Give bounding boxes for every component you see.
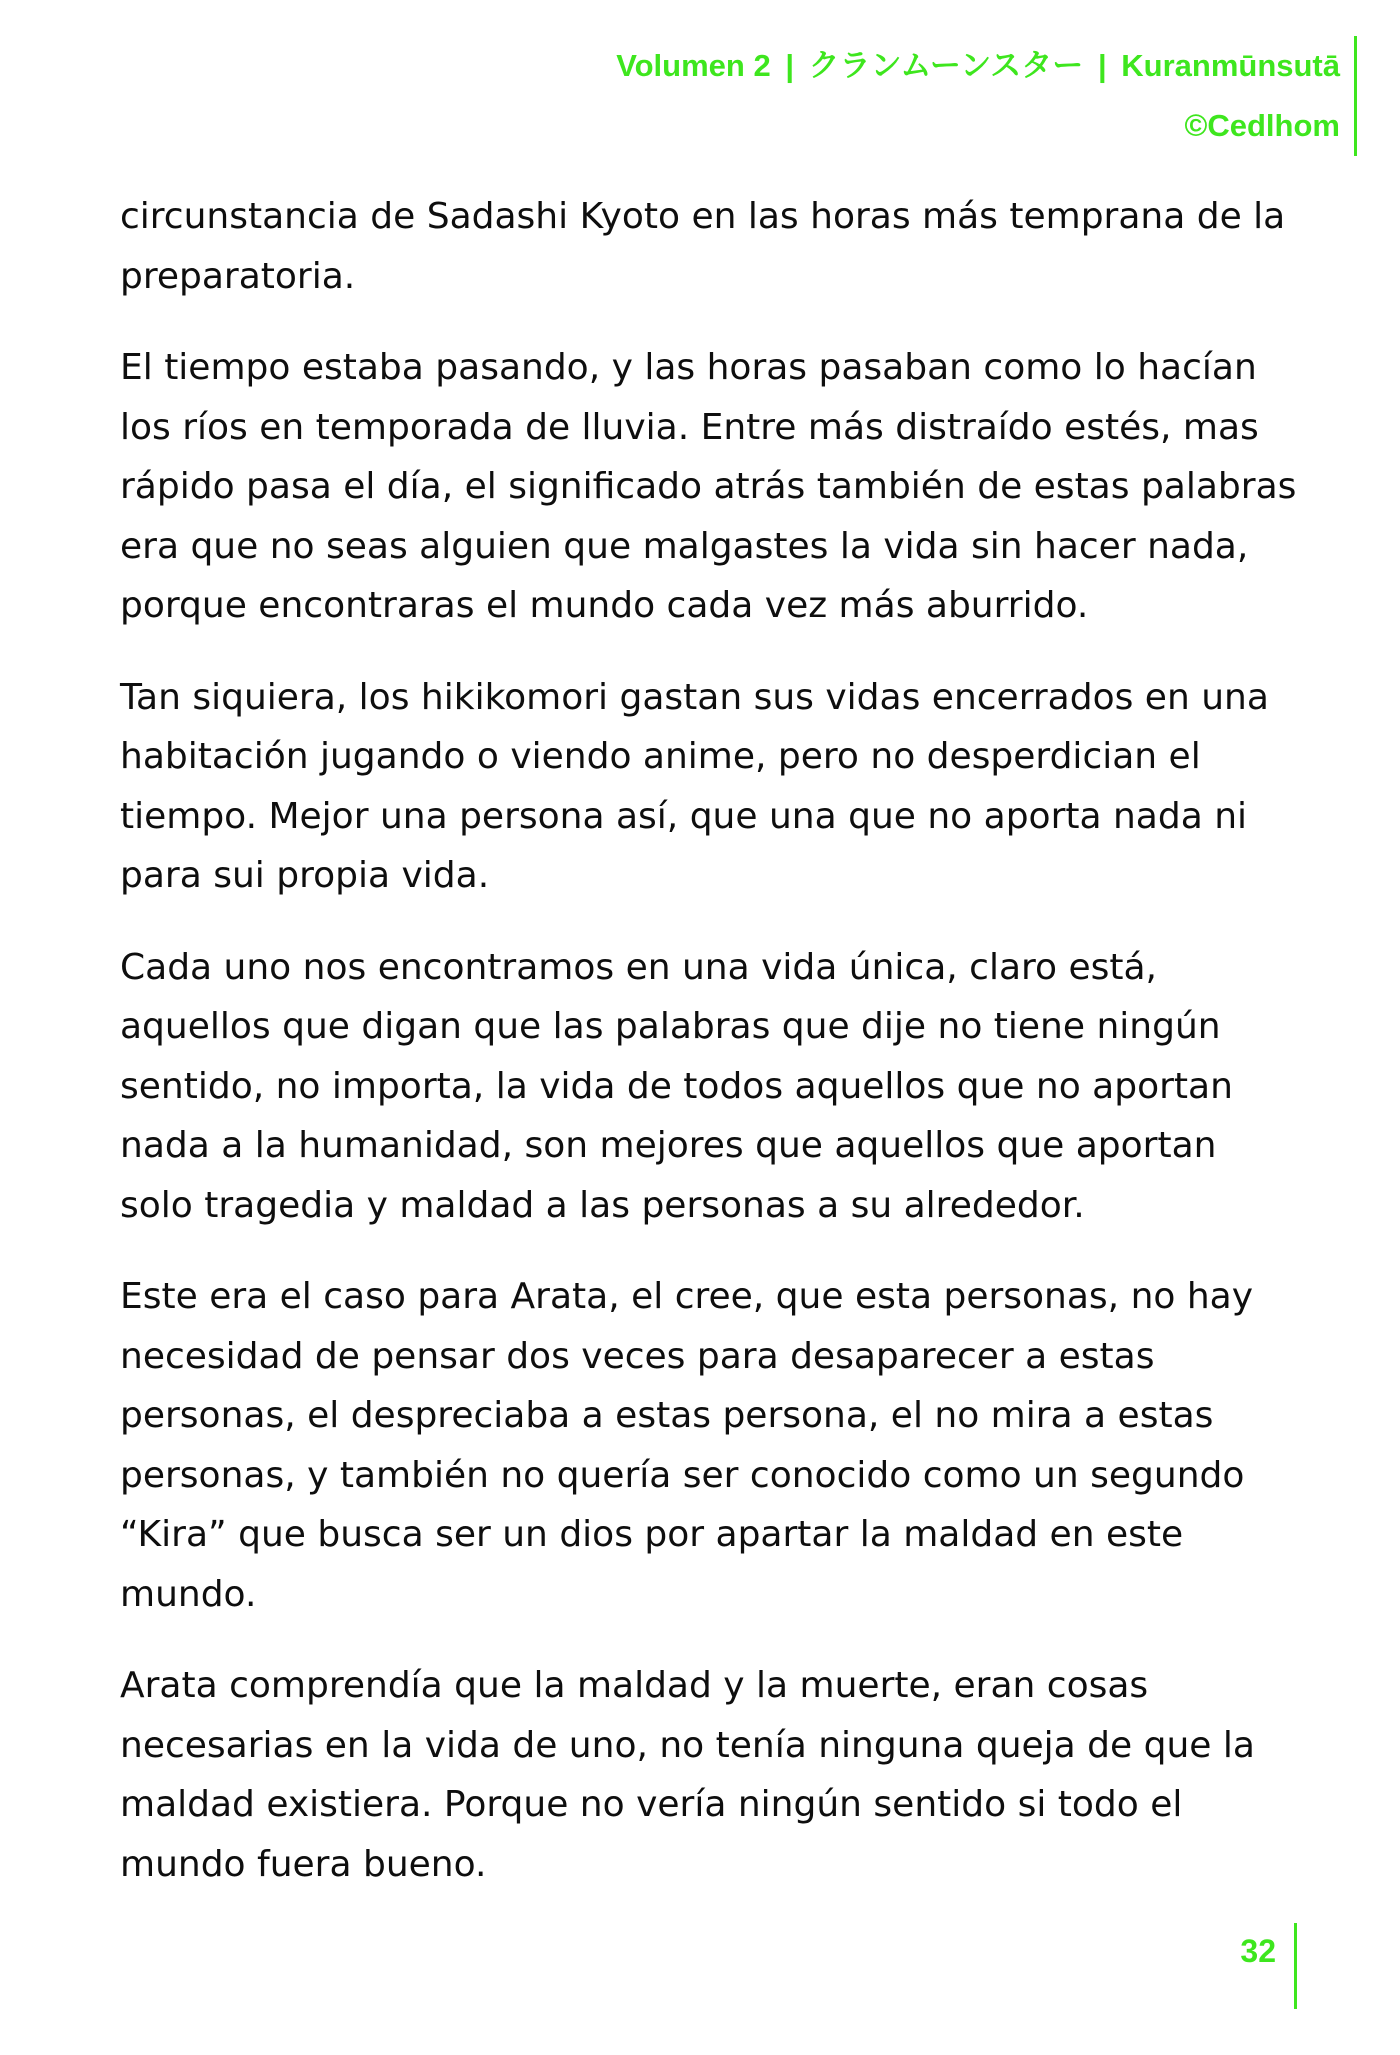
header-separator: | <box>1097 48 1107 83</box>
page-number: 32 <box>1240 1923 1297 2009</box>
paragraph: Cada uno nos encontramos en una vida única, claro está, aquellos que digan que las palabras que dije no tiene ningún sentido, no importa, la vida de todos aquellos que no aportan nada a la humanidad, son mejores que aquellos que aportan solo tragedia y maldad a las personas a su alrededor. <box>120 946 1233 1226</box>
running-header <box>616 36 1357 156</box>
header-separator: | <box>785 48 795 83</box>
body-text <box>120 187 1300 1926</box>
paragraph: El tiempo estaba pasando, y las horas pasaban como lo hacían los ríos en temporada de lluvia. Entre más distraído estés, mas rápido pasa el día, el significado atrás también de estas palabras era que no seas alguien que malgastes la vida sin hacer nada, porque encontraras el mundo cada vez más aburrido. <box>120 347 1297 626</box>
paragraph: Arata comprendía que la maldad y la muerte, eran cosas necesarias en la vida de uno, no tenía ninguna queja de que la maldad existiera. Porque no vería ningún sentido si todo el mundo fuera bueno. <box>120 1665 1255 1885</box>
japanese-title: クランムーンスター <box>808 48 1084 83</box>
paragraph: circunstancia de Sadashi Kyoto en las horas más temprana de la preparatoria. <box>120 196 1286 297</box>
paragraph: Este era el caso para Arata, el cree, que esta personas, no hay necesidad de pensar dos veces para desaparecer a estas personas, el despreciaba a estas persona, el no mira a estas personas, y también no quería ser conocido como un segundo “Kira” que busca ser un dios por apartar la maldad en este mundo. <box>120 1276 1254 1615</box>
header-title-line <box>616 36 1340 96</box>
copyright-line: ©Cedlhom <box>1184 108 1340 143</box>
romaji-title: Kuranmūnsutā <box>1121 48 1340 83</box>
volume-label: Volumen 2 <box>616 48 771 83</box>
paragraph: Tan siquiera, los hikikomori gastan sus vidas encerrados en una habitación jugando o viendo anime, pero no desperdician el tiempo. Mejor una persona así, que una que no aporta nada ni para sui propia vida. <box>120 676 1269 896</box>
